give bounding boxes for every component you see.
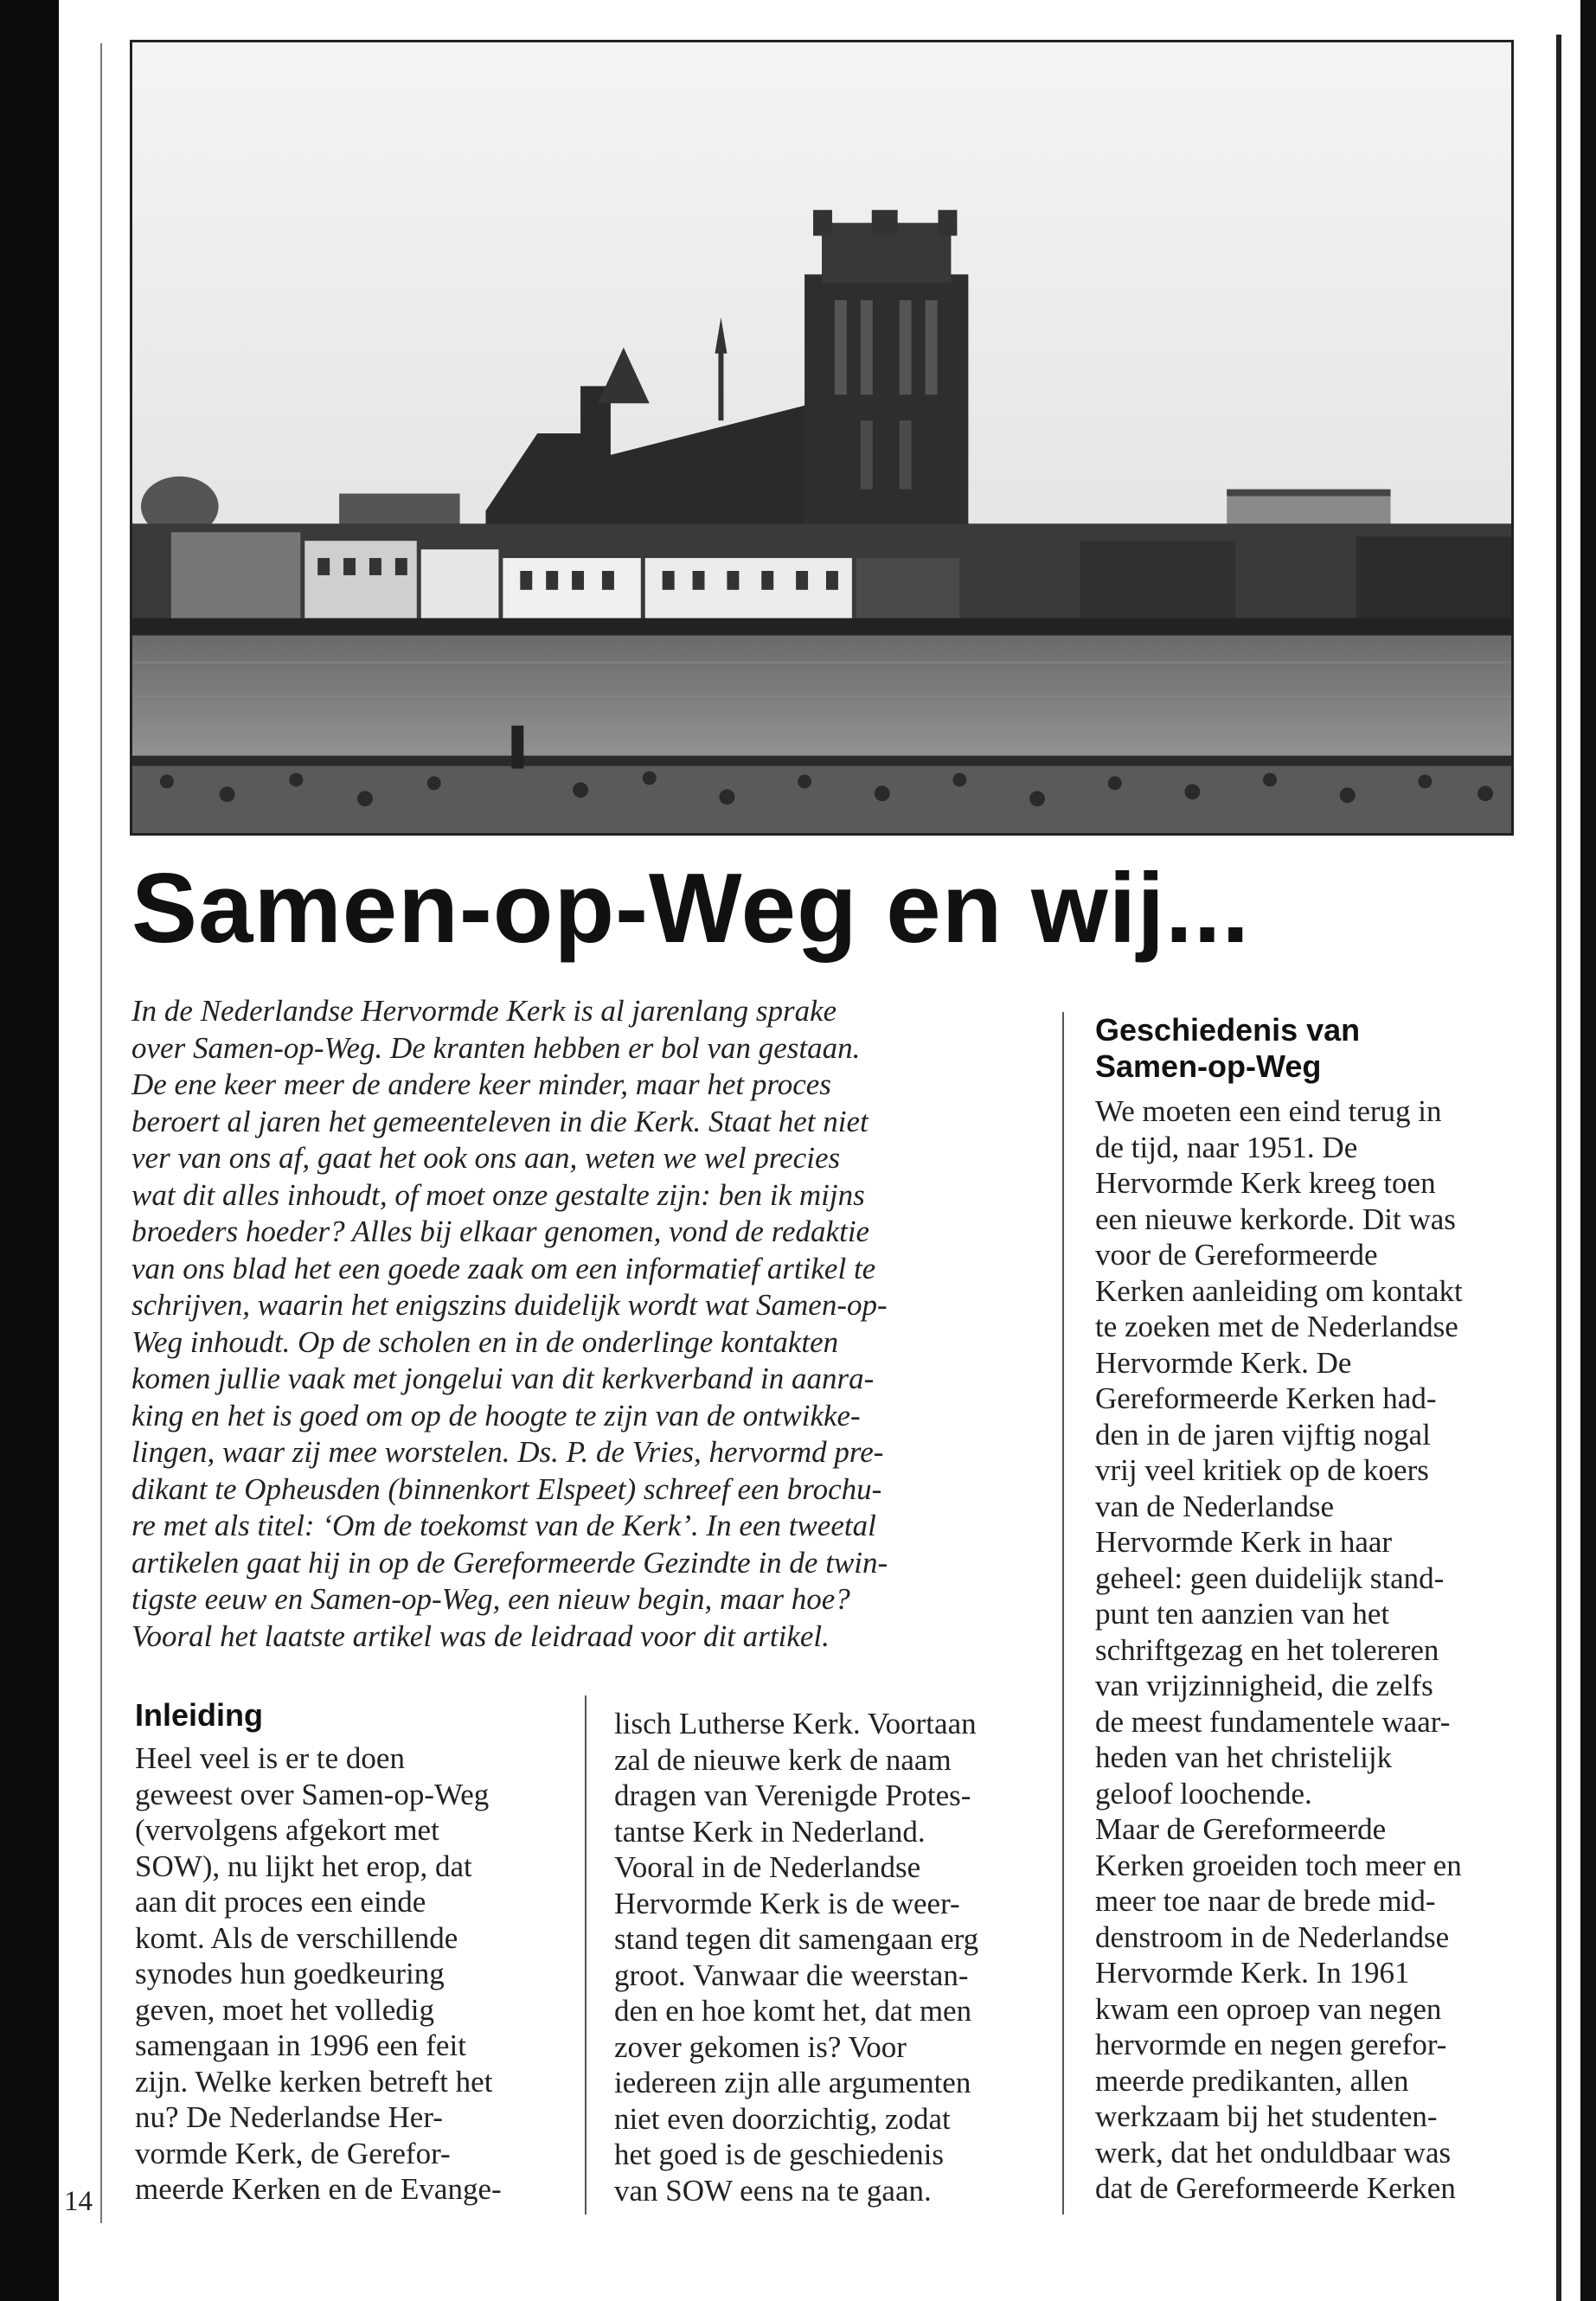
- body-line: iedereen zijn alle argumenten: [614, 2066, 971, 2099]
- intro-line: wat dit alles inhoudt, of moet onze gestalte zijn: ben ik mijns: [131, 1177, 865, 1212]
- body-line: synodes hun goedkeuring: [135, 1957, 445, 1990]
- body-line: Vooral in de Nederlandse: [614, 1850, 921, 1884]
- intro-line: beroert al jaren het gemeenteleven in die Kerk. Staat het niet: [131, 1104, 869, 1138]
- intro-line: van ons blad het een goede zaak om een informatief artikel te: [131, 1251, 876, 1285]
- scan-right-border: [1580, 0, 1596, 2301]
- column-rule: [1062, 1012, 1064, 2214]
- body-line: geheel: geen duidelijk stand-: [1095, 1561, 1445, 1595]
- body-line: geven, moet het volledig: [135, 1992, 435, 2027]
- inleiding-column-2: [614, 1706, 1047, 2208]
- body-line: We moeten een eind terug in: [1095, 1094, 1442, 1128]
- column-rule: [585, 1695, 586, 2214]
- body-line: Hervormde Kerk. De: [1095, 1345, 1352, 1380]
- body-line: voor de Gereformeerde: [1095, 1238, 1378, 1272]
- intro-line: re met als titel: ‘Om de toekomst van de Kerk’. In een tweetal: [131, 1509, 876, 1542]
- section-heading-geschiedenis: Geschiedenis van: [1095, 1012, 1361, 1048]
- body-line: schriftgezag en het tolereren: [1095, 1632, 1439, 1667]
- body-line: niet even doorzichtig, zodat: [614, 2101, 951, 2136]
- section-heading-geschiedenis: Samen-op-Weg: [1095, 1048, 1322, 1084]
- body-line: de meest fundamentele waar-: [1095, 1704, 1451, 1739]
- body-line: den en hoe komt het, dat men: [614, 1994, 972, 2028]
- intro-line: De ene keer meer de andere keer minder, maar het proces: [131, 1067, 831, 1101]
- body-line: meer toe naar de brede mid-: [1095, 1884, 1436, 1918]
- body-line: vrij veel kritiek op de koers: [1095, 1453, 1429, 1487]
- body-line: geloof loochende.: [1095, 1776, 1312, 1811]
- body-line: dat de Gereformeerde Kerken: [1095, 2171, 1456, 2205]
- body-line: meerde Kerken en de Evange-: [135, 2172, 502, 2206]
- body-line: groot. Vanwaar die weerstan-: [614, 1958, 969, 1992]
- body-line: stand tegen dit samengaan erg: [614, 1922, 979, 1956]
- body-line: werkzaam bij het studenten-: [1095, 2099, 1438, 2133]
- body-line: te zoeken met de Nederlandse: [1095, 1310, 1458, 1343]
- body-line: aan dit proces een einde: [135, 1885, 426, 1919]
- body-line: (vervolgens afgekort met: [135, 1813, 439, 1847]
- body-line: kwam een oproep van negen: [1095, 1991, 1442, 2026]
- body-line: van vrijzinnigheid, die zelfs: [1095, 1669, 1433, 1702]
- intro-line: tigste eeuw en Samen-op-Weg, een nieuw begin, maar hoe?: [131, 1582, 850, 1616]
- intro-line: Weg inhoudt. Op de scholen en in de onderlinge kontakten: [131, 1324, 839, 1359]
- body-line: Hervormde Kerk. In 1961: [1095, 1956, 1410, 1990]
- body-line: tantse Kerk in Nederland.: [614, 1814, 926, 1849]
- cathedral-photo: [130, 40, 1514, 836]
- intro-line: over Samen-op-Weg. De kranten hebben er bol van gestaan.: [131, 1030, 861, 1065]
- page-margin-rule: [100, 43, 102, 2223]
- intro-line: komen jullie vaak met jongelui van dit kerkverband in aanra-: [131, 1362, 875, 1395]
- body-line: Kerken groeiden toch meer en: [1095, 1848, 1462, 1882]
- body-line: van de Nederlandse: [1095, 1489, 1334, 1523]
- body-line: Gereformeerde Kerken had-: [1095, 1381, 1437, 1415]
- body-line: Heel veel is er te doen: [135, 1741, 405, 1775]
- article-headline: Samen-op-Weg en wij...: [131, 854, 1251, 964]
- intro-line: Vooral het laatste artikel was de leidraad voor dit artikel.: [131, 1618, 830, 1653]
- body-line: Kerken aanleiding om kontakt: [1095, 1273, 1463, 1308]
- body-line: Hervormde Kerk in haar: [1095, 1525, 1393, 1559]
- geschiedenis-column: [1095, 1012, 1562, 2207]
- page-number: 14: [64, 2186, 93, 2217]
- body-line: het goed is de geschiedenis: [614, 2138, 945, 2171]
- body-line: Hervormde Kerk is de weer-: [614, 1886, 960, 1920]
- intro-line: dikant te Opheusden (binnenkort Elspeet) schreef een brochu-: [131, 1471, 882, 1506]
- body-line: vormde Kerk, de Gerefor-: [135, 2136, 451, 2170]
- body-line: zal de nieuwe kerk de naam: [614, 1742, 952, 1777]
- body-line: Hervormde Kerk kreeg toen: [1095, 1166, 1436, 1200]
- intro-line: lingen, waar zij mee worstelen. Ds. P. de Vries, hervormd pre-: [131, 1435, 884, 1469]
- body-line: werk, dat het onduldbaar was: [1095, 2135, 1452, 2170]
- intro-line: ver van ons af, gaat het ook ons aan, weten we wel precies: [131, 1141, 841, 1175]
- intro-paragraph: [131, 993, 1048, 1655]
- body-line: hervormde en negen gerefor-: [1095, 2028, 1447, 2061]
- body-line: een nieuwe kerkorde. Dit was: [1095, 1202, 1456, 1236]
- body-line: meerde predikanten, allen: [1095, 2063, 1409, 2098]
- body-line: nu? De Nederlandse Her-: [135, 2100, 443, 2134]
- scan-left-border: [0, 0, 59, 2301]
- body-line: Maar de Gereformeerde: [1095, 1812, 1387, 1846]
- body-line: SOW), nu lijkt het erop, dat: [135, 1849, 472, 1883]
- body-line: de tijd, naar 1951. De: [1095, 1130, 1358, 1164]
- inleiding-column: [135, 1697, 567, 2208]
- body-line: den in de jaren vijftig nogal: [1095, 1417, 1431, 1452]
- section-heading-inleiding: Inleiding: [135, 1697, 263, 1733]
- intro-line: artikelen gaat hij in op de Gereformeerde Gezindte in de twin-: [131, 1545, 888, 1580]
- body-line: punt ten aanzien van het: [1095, 1597, 1390, 1631]
- body-line: van SOW eens na te gaan.: [614, 2173, 932, 2208]
- body-line: samengaan in 1996 een feit: [135, 2029, 466, 2062]
- cathedral-river-image: [132, 42, 1511, 833]
- body-line: heden van het christelijk: [1095, 1740, 1393, 1774]
- body-line: geweest over Samen-op-Weg: [135, 1777, 490, 1811]
- body-line: lisch Lutherse Kerk. Voortaan: [614, 1707, 977, 1740]
- body-line: dragen van Verenigde Protes-: [614, 1779, 971, 1812]
- intro-line: broeders hoeder? Alles bij elkaar genomen, vond de redaktie: [131, 1215, 870, 1248]
- intro-line: In de Nederlandse Hervormde Kerk is al jarenlang sprake: [131, 994, 837, 1028]
- body-line: komt. Als de verschillende: [135, 1920, 458, 1955]
- body-line: zijn. Welke kerken betreft het: [135, 2064, 493, 2099]
- body-line: zover gekomen is? Voor: [614, 2029, 907, 2064]
- intro-line: king en het is goed om op de hoogte te zijn van de ontwikke-: [131, 1398, 861, 1433]
- body-line: denstroom in de Nederlandse: [1095, 1920, 1450, 1954]
- intro-line: schrijven, waarin het enigszins duidelijk wordt wat Samen-op-: [131, 1288, 888, 1322]
